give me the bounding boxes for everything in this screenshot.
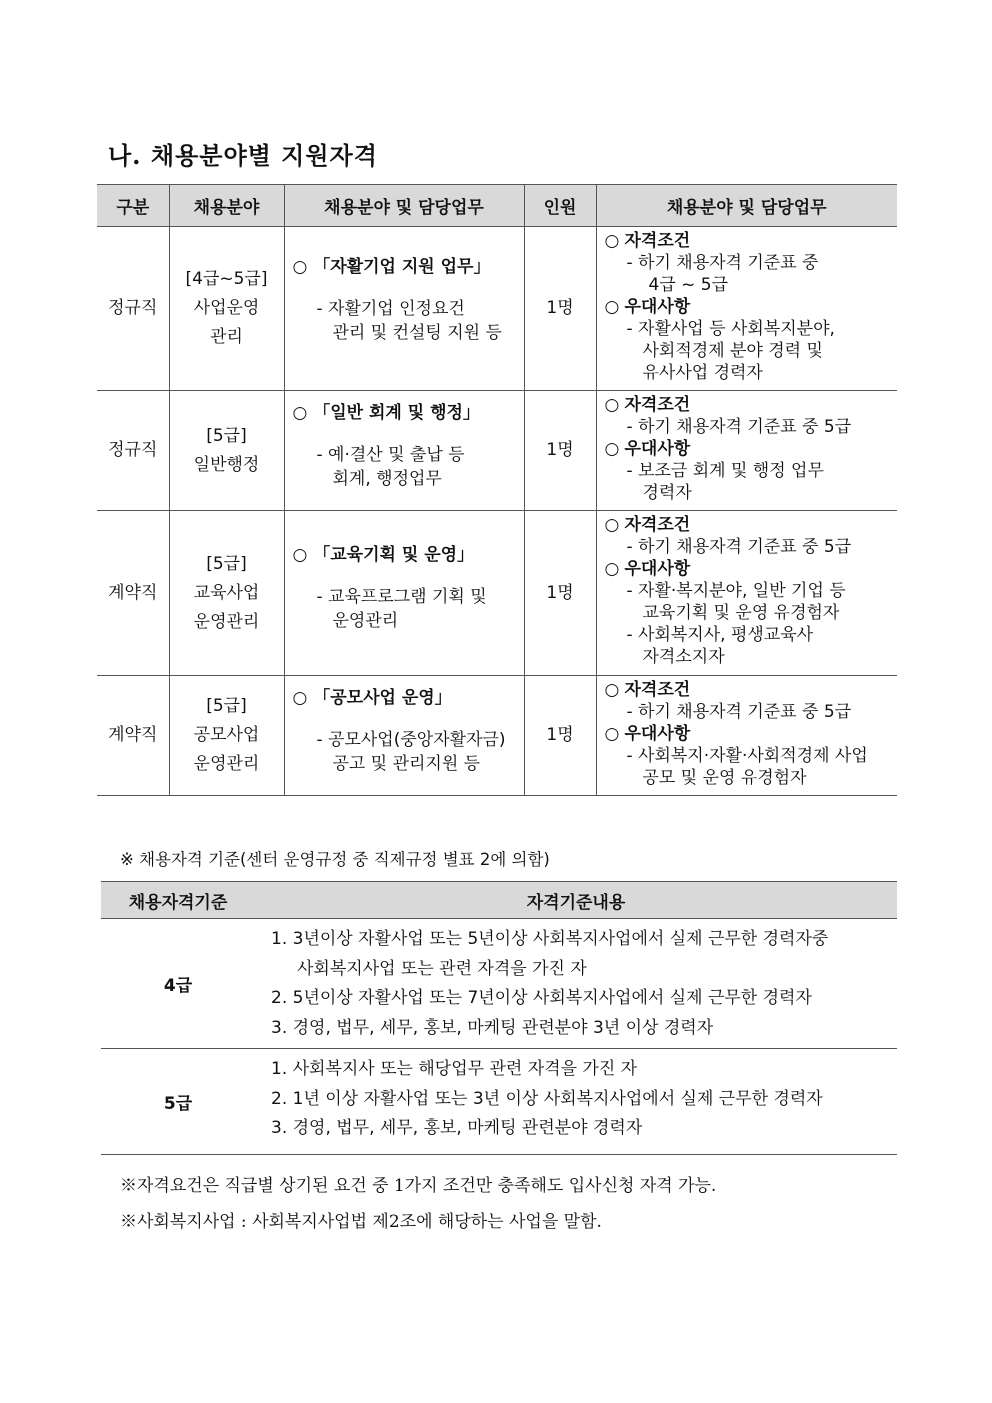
criteria-table-header: [101, 882, 897, 919]
headcount: 1명: [524, 676, 596, 796]
preference-title: ○ 우대사항: [604, 297, 691, 317]
field-name: 관리: [210, 327, 243, 347]
preference-title: ○ 우대사항: [604, 559, 691, 579]
criteria-table: [101, 881, 897, 1155]
duty-line: 회계, 행정업무: [332, 469, 442, 489]
field-grade: [5급]: [206, 425, 247, 446]
preference-line: 경력자: [642, 483, 692, 503]
header-criteria: 채용자격기준: [101, 882, 255, 919]
header-duty: 채용분야 및 담당업무: [284, 185, 524, 227]
duty-line: 운영관리: [332, 611, 399, 631]
recruitment-table: [97, 184, 897, 796]
table-row: [101, 919, 897, 1049]
headcount: 1명: [524, 391, 596, 511]
section-heading: 나. 채용분야별 지원자격: [108, 141, 378, 170]
table-row: [97, 227, 897, 391]
criteria-note: ※ 채용자격 기준(센터 운영규정 중 직제규정 별표 2에 의함): [120, 850, 550, 869]
criteria-item: 3. 경영, 법무, 세무, 홍보, 마케팅 관련분야 3년 이상 경력자: [271, 1017, 714, 1038]
preference-line: - 사회복지사, 평생교육사: [626, 625, 814, 645]
preference-line: 사회적경제 분야 경력 및: [642, 341, 823, 361]
criteria-item: 2. 1년 이상 자활사업 또는 3년 이상 사회복지사업에서 실제 근무한 경력자: [271, 1088, 823, 1109]
headcount: 1명: [524, 227, 596, 391]
circle-bullet-icon: ○: [604, 231, 620, 251]
duty-line: 공고 및 관리지원 등: [332, 754, 481, 774]
field-grade: [5급]: [206, 553, 247, 574]
grade-label: 4급: [101, 919, 255, 1049]
requirements-cell: [596, 511, 897, 676]
qualification-line: - 하기 채용자격 기준표 중 5급: [626, 702, 852, 722]
field-grade: [5급]: [206, 696, 247, 716]
duty-description: [293, 728, 518, 776]
criteria-line: 사회복지사업 또는 관련 자격을 가진 자: [297, 958, 587, 979]
qualification-line: 4급 ~ 5급: [648, 275, 729, 295]
table-row: [101, 1049, 897, 1155]
qualification-title: ○ 자격조건: [604, 231, 691, 251]
duty-line: - 공모사업(중앙자활자금): [316, 730, 506, 750]
circle-bullet-icon: ○: [604, 297, 620, 317]
requirements-cell: [596, 391, 897, 511]
field-cell: [169, 676, 284, 796]
duty-line: - 교육프로그램 기획 및: [316, 587, 487, 607]
recruitment-table-header: [97, 185, 897, 227]
circle-bullet-icon: ○: [604, 439, 620, 459]
preference-line: 유사사업 경력자: [642, 363, 763, 383]
duty-cell: [284, 227, 524, 391]
duty-line: 관리 및 컨설팅 지원 등: [332, 323, 502, 343]
field-cell: [169, 511, 284, 676]
header-criteria-content: 자격기준내용: [255, 882, 897, 919]
headcount: 1명: [524, 511, 596, 676]
table-row: [97, 391, 897, 511]
employment-type: 정규직: [97, 227, 169, 391]
field-name: 교육사업: [193, 582, 260, 603]
field-cell: [169, 391, 284, 511]
criteria-item: 3. 경영, 법무, 세무, 홍보, 마케팅 관련분야 경력자: [271, 1118, 643, 1138]
circle-bullet-icon: ○: [604, 515, 620, 535]
employment-type: 계약직: [97, 511, 169, 676]
requirements-cell: [596, 227, 897, 391]
qualification-line: - 하기 채용자격 기준표 중: [626, 253, 819, 273]
preference-line: - 사회복지·자활·사회적경제 사업: [626, 746, 868, 766]
field-cell: [169, 227, 284, 391]
criteria-item: [255, 925, 897, 984]
field-name: 운영관리: [193, 754, 260, 774]
employment-type: 계약직: [97, 676, 169, 796]
field-grade: [4급~5급]: [185, 269, 268, 289]
duty-title: ○ 「교육기획 및 운영」: [292, 545, 475, 565]
preference-line: - 자활사업 등 사회복지분야,: [626, 319, 835, 339]
criteria-items: [255, 919, 897, 1049]
header-field: 채용분야: [169, 185, 284, 227]
header-count: 인원: [524, 185, 596, 227]
qualification-line: - 하기 채용자격 기준표 중 5급: [626, 537, 852, 557]
qualification-line: - 하기 채용자격 기준표 중 5급: [626, 417, 852, 437]
duty-line: - 자활기업 인정요건: [316, 299, 465, 319]
duty-cell: [284, 391, 524, 511]
duty-description: [293, 443, 518, 491]
table-row: [97, 511, 897, 676]
preference-line: 교육기획 및 운영 유경험자: [642, 603, 840, 623]
qualification-title: ○ 자격조건: [604, 680, 691, 700]
footnote-2: ※사회복지사업 : 사회복지사업법 제2조에 해당하는 사업을 말함.: [120, 1212, 602, 1232]
criteria-item: 1. 사회복지사 또는 해당업무 관련 자격을 가진 자: [271, 1059, 638, 1079]
circle-bullet-icon: ○: [604, 559, 620, 579]
requirements-cell: [596, 676, 897, 796]
preference-line: - 보조금 회계 및 행정 업무: [626, 461, 824, 481]
circle-bullet-icon: ○: [604, 724, 620, 744]
qualification-title: ○ 자격조건: [604, 395, 691, 415]
criteria-item: 2. 5년이상 자활사업 또는 7년이상 사회복지사업에서 실제 근무한 경력자: [271, 988, 812, 1008]
qualification-title: ○ 자격조건: [604, 515, 691, 535]
duty-title: ○ 「공모사업 운영」: [292, 688, 452, 708]
field-name: 운영관리: [193, 611, 260, 632]
duty-cell: [284, 676, 524, 796]
field-name: 사업운영: [193, 298, 260, 318]
circle-bullet-icon: ○: [604, 680, 620, 700]
field-name: 공모사업: [193, 725, 260, 745]
duty-title: ○ 「자활기업 지원 업무」: [292, 257, 491, 277]
header-qualification: 채용분야 및 담당업무: [596, 185, 897, 227]
footnote-1: ※자격요건은 직급별 상기된 요건 중 1가지 조건만 충족해도 입사신청 자격 가능.: [120, 1176, 717, 1196]
employment-type: 정규직: [97, 391, 169, 511]
criteria-items: [255, 1049, 897, 1155]
duty-line: - 예·결산 및 출납 등: [316, 445, 465, 465]
header-category: 구분: [97, 185, 169, 227]
duty-cell: [284, 511, 524, 676]
grade-label: 5급: [101, 1049, 255, 1155]
preference-line: 공모 및 운영 유경험자: [642, 768, 807, 788]
preference-line: 자격소지자: [642, 647, 725, 667]
preference-line: - 자활·복지분야, 일반 기업 등: [626, 581, 846, 601]
criteria-line: 1. 3년이상 자활사업 또는 5년이상 사회복지사업에서 실제 근무한 경력자중: [271, 929, 829, 949]
table-row: [97, 676, 897, 796]
duty-title: ○ 「일반 회계 및 행정」: [292, 403, 480, 423]
field-name: 일반행정: [193, 454, 260, 475]
preference-title: ○ 우대사항: [604, 439, 691, 459]
duty-description: [293, 585, 518, 633]
circle-bullet-icon: ○: [604, 395, 620, 415]
preference-title: ○ 우대사항: [604, 724, 691, 744]
duty-description: [293, 297, 518, 345]
